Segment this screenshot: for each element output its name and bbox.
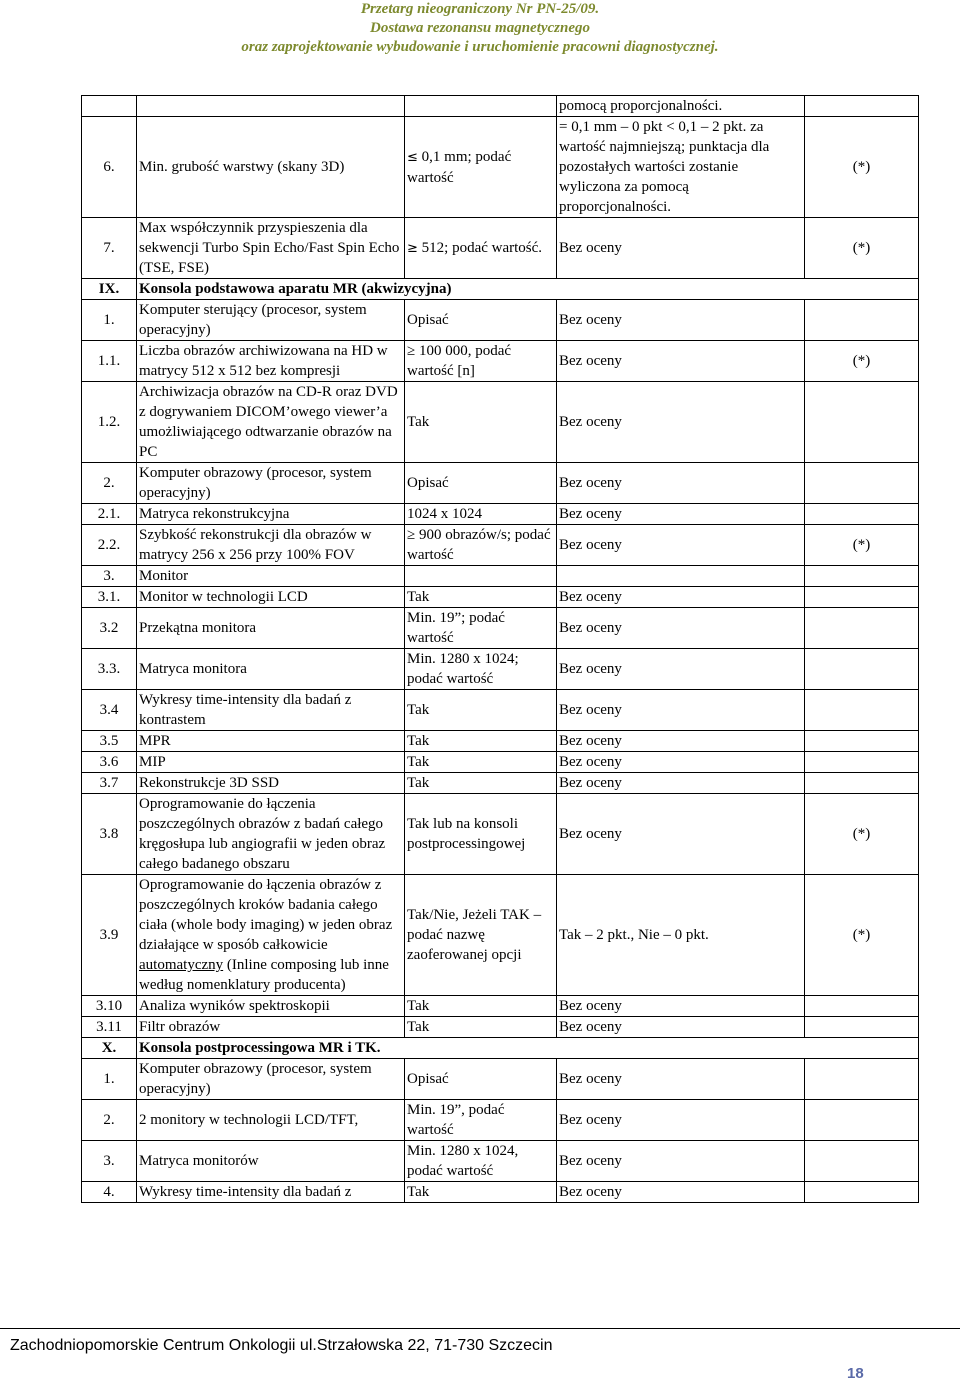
score-cell: Bez oceny [557, 1182, 805, 1203]
section-row [82, 279, 919, 300]
requirement-cell: Tak [405, 1182, 557, 1203]
table-row [82, 218, 919, 279]
table-row [82, 1017, 919, 1038]
header-tender-number: Przetarg nieograniczony Nr PN-25/09. [360, 1, 600, 17]
asterisk-note [805, 731, 919, 752]
row-number: 3.6 [82, 752, 137, 773]
table-row [82, 525, 919, 566]
requirement-cell: Min. 1280 x 1024, podać wartość [405, 1141, 557, 1182]
parameter-cell: Min. grubość warstwy (skany 3D) [137, 117, 405, 218]
parameter-cell: Monitor w technologii LCD [137, 587, 405, 608]
parameter-cell: Szybkość rekonstrukcji dla obrazów w matrycy 256 x 256 przy 100% FOV [137, 525, 405, 566]
parameter-cell: MPR [137, 731, 405, 752]
parameter-cell: Oprogramowanie do łączenia poszczególnych obrazów z badań całego kręgosłupa lub angiografii w jeden obraz całego badanego obszaru [137, 794, 405, 875]
asterisk-note: (*) [805, 117, 919, 218]
row-number: 3.11 [82, 1017, 137, 1038]
row-number: 1. [82, 300, 137, 341]
asterisk-note: (*) [805, 525, 919, 566]
asterisk-note [805, 463, 919, 504]
table-row [82, 794, 919, 875]
header-subject: Dostawa rezonansu magnetycznego [369, 20, 591, 36]
asterisk-note: (*) [805, 341, 919, 382]
score-cell: Bez oceny [557, 996, 805, 1017]
table-row [82, 341, 919, 382]
score-cell [557, 566, 805, 587]
row-number: 2. [82, 463, 137, 504]
parameter-cell: Archiwizacja obrazów na CD-R oraz DVD z dogrywaniem DICOM’owego viewer’a umożliwiającego odtwarzanie obrazów na PC [137, 382, 405, 463]
table-row [82, 504, 919, 525]
parameter-cell: Matryca rekonstrukcyjna [137, 504, 405, 525]
greater-equal-icon: ≥ [407, 240, 418, 256]
footer-divider [0, 1328, 960, 1329]
requirement-cell: Tak [405, 587, 557, 608]
score-cell: Tak – 2 pkt., Nie – 0 pkt. [557, 875, 805, 996]
asterisk-note [805, 649, 919, 690]
requirement-cell [405, 566, 557, 587]
table-row [82, 1100, 919, 1141]
table-row [82, 690, 919, 731]
specification-table [81, 95, 919, 1203]
score-cell: Bez oceny [557, 525, 805, 566]
parameter-cell: Matryca monitorów [137, 1141, 405, 1182]
score-cell: Bez oceny [557, 504, 805, 525]
table-row [82, 1182, 919, 1203]
asterisk-note [805, 1059, 919, 1100]
requirement-cell: Tak/Nie, Jeżeli TAK – podać nazwę zaoferowanej opcji [405, 875, 557, 996]
section-number: X. [82, 1038, 137, 1059]
requirement-cell: Opisać [405, 463, 557, 504]
parameter-cell: Komputer sterujący (procesor, system operacyjny) [137, 300, 405, 341]
table-row [82, 731, 919, 752]
row-number: 7. [82, 218, 137, 279]
row-number: 3.4 [82, 690, 137, 731]
score-cell: Bez oceny [557, 752, 805, 773]
requirement-cell: ≥ 100 000, podać wartość [n] [405, 341, 557, 382]
table-row [82, 382, 919, 463]
parameter-cell: Rekonstrukcje 3D SSD [137, 773, 405, 794]
table-row [82, 752, 919, 773]
table-row [82, 875, 919, 996]
asterisk-note [805, 608, 919, 649]
asterisk-note [805, 1182, 919, 1203]
parameter-cell: Wykresy time-intensity dla badań z [137, 1182, 405, 1203]
score-cell: Bez oceny [557, 794, 805, 875]
requirement-cell: Tak [405, 996, 557, 1017]
document-header [0, 0, 960, 57]
requirement-cell: Tak [405, 382, 557, 463]
parameter-cell: Komputer obrazowy (procesor, system operacyjny) [137, 463, 405, 504]
requirement-cell: Tak [405, 731, 557, 752]
row-number: 3.8 [82, 794, 137, 875]
score-cell: Bez oceny [557, 1141, 805, 1182]
requirement-cell: Min. 1280 x 1024; podać wartość [405, 649, 557, 690]
asterisk-note [805, 690, 919, 731]
requirement-cell: Min. 19”; podać wartość [405, 608, 557, 649]
parameter-cell: Max współczynnik przyspieszenia dla sekwencji Turbo Spin Echo/Fast Spin Echo (TSE, FSE) [137, 218, 405, 279]
row-number: 6. [82, 117, 137, 218]
requirement-cell: 1024 x 1024 [405, 504, 557, 525]
section-row [82, 1038, 919, 1059]
table-row [82, 1141, 919, 1182]
table-row [82, 463, 919, 504]
header-scope: oraz zaprojektowanie wybudowanie i uruchomienie pracowni diagnostycznej. [241, 39, 719, 55]
requirement-cell: Tak [405, 690, 557, 731]
score-cell: Bez oceny [557, 1059, 805, 1100]
score-cell: pomocą proporcjonalności. [557, 96, 805, 117]
page-number: 18 [847, 1365, 864, 1382]
table-row [82, 300, 919, 341]
row-number: 3.2 [82, 608, 137, 649]
row-number: 3.5 [82, 731, 137, 752]
requirement-cell: Tak [405, 1017, 557, 1038]
footer-address: Zachodniopomorskie Centrum Onkologii ul.Strzałowska 22, 71-730 Szczecin [10, 1337, 553, 1354]
section-number: IX. [82, 279, 137, 300]
asterisk-note [805, 996, 919, 1017]
table-row [82, 1059, 919, 1100]
parameter-cell: Przekątna monitora [137, 608, 405, 649]
score-cell: Bez oceny [557, 382, 805, 463]
table-row [82, 96, 919, 117]
asterisk-note [805, 300, 919, 341]
asterisk-note: (*) [805, 218, 919, 279]
table-row [82, 117, 919, 218]
asterisk-note: (*) [805, 794, 919, 875]
requirement-cell: Tak [405, 773, 557, 794]
section-title: Konsola postprocessingowa MR i TK. [137, 1038, 919, 1059]
score-cell: Bez oceny [557, 690, 805, 731]
asterisk-note [805, 504, 919, 525]
row-number: 3. [82, 566, 137, 587]
row-number: 1. [82, 1059, 137, 1100]
section-title: Konsola podstawowa aparatu MR (akwizycyjna) [137, 279, 919, 300]
row-number: 3. [82, 1141, 137, 1182]
parameter-cell [137, 875, 405, 996]
requirement-cell: ≥ 512; podać wartość. [405, 218, 557, 279]
row-number: 3.1. [82, 587, 137, 608]
requirement-cell: ≥ 900 obrazów/s; podać wartość [405, 525, 557, 566]
row-number: 2.2. [82, 525, 137, 566]
parameter-cell: Monitor [137, 566, 405, 587]
table-row [82, 566, 919, 587]
parameter-cell: Matryca monitora [137, 649, 405, 690]
asterisk-note: (*) [805, 875, 919, 996]
score-cell: Bez oceny [557, 608, 805, 649]
score-cell: = 0,1 mm – 0 pkt < 0,1 – 2 pkt. za wartość najmniejszą; punktacja dla pozostałych wartości zostanie wyliczona za pomocą proporcjonalności. [557, 117, 805, 218]
row-number: 3.7 [82, 773, 137, 794]
specification-table-body [82, 96, 919, 1203]
score-cell: Bez oceny [557, 218, 805, 279]
score-cell: Bez oceny [557, 587, 805, 608]
score-cell: Bez oceny [557, 773, 805, 794]
row-number: 3.9 [82, 875, 137, 996]
asterisk-note [805, 752, 919, 773]
row-number: 3.10 [82, 996, 137, 1017]
row-number: 3.3. [82, 649, 137, 690]
parameter-cell: Filtr obrazów [137, 1017, 405, 1038]
score-cell: Bez oceny [557, 1100, 805, 1141]
score-cell: Bez oceny [557, 463, 805, 504]
row-number: 1.2. [82, 382, 137, 463]
row-number: 4. [82, 1182, 137, 1203]
requirement-cell: Tak lub na konsoli postprocessingowej [405, 794, 557, 875]
parameter-cell: MIP [137, 752, 405, 773]
requirement-cell: Min. 19”, podać wartość [405, 1100, 557, 1141]
table-row [82, 996, 919, 1017]
table-row [82, 608, 919, 649]
asterisk-note [805, 587, 919, 608]
parameter-cell: Komputer obrazowy (procesor, system operacyjny) [137, 1059, 405, 1100]
requirement-cell: ≤ 0,1 mm; podać wartość [405, 117, 557, 218]
asterisk-note [805, 566, 919, 587]
score-cell: Bez oceny [557, 731, 805, 752]
parameter-cell: Liczba obrazów archiwizowana na HD w matrycy 512 x 512 bez kompresji [137, 341, 405, 382]
asterisk-note [805, 1100, 919, 1141]
parameter-text: (Inline composing lub inne według nomenklatury producenta) [139, 957, 389, 993]
parameter-cell: 2 monitory w technologii LCD/TFT, [137, 1100, 405, 1141]
table-row [82, 587, 919, 608]
less-equal-icon: ≤ [407, 149, 418, 165]
requirement-cell: Opisać [405, 1059, 557, 1100]
parameter-cell: Analiza wyników spektroskopii [137, 996, 405, 1017]
parameter-text: Oprogramowanie do łączenia obrazów z poszczególnych kroków badania całego ciała (whole body imaging) w jeden obraz działające w sposób całkowicie [139, 877, 393, 953]
score-cell: Bez oceny [557, 341, 805, 382]
score-cell: Bez oceny [557, 300, 805, 341]
score-cell: Bez oceny [557, 649, 805, 690]
asterisk-note [805, 773, 919, 794]
underlined-term: automatyczny [139, 957, 224, 973]
requirement-cell: Tak [405, 752, 557, 773]
row-number: 1.1. [82, 341, 137, 382]
table-row [82, 649, 919, 690]
asterisk-note [805, 1017, 919, 1038]
table-row [82, 773, 919, 794]
requirement-cell: Opisać [405, 300, 557, 341]
parameter-cell: Wykresy time-intensity dla badań z kontrastem [137, 690, 405, 731]
row-number: 2. [82, 1100, 137, 1141]
asterisk-note [805, 1141, 919, 1182]
row-number: 2.1. [82, 504, 137, 525]
score-cell: Bez oceny [557, 1017, 805, 1038]
asterisk-note [805, 382, 919, 463]
